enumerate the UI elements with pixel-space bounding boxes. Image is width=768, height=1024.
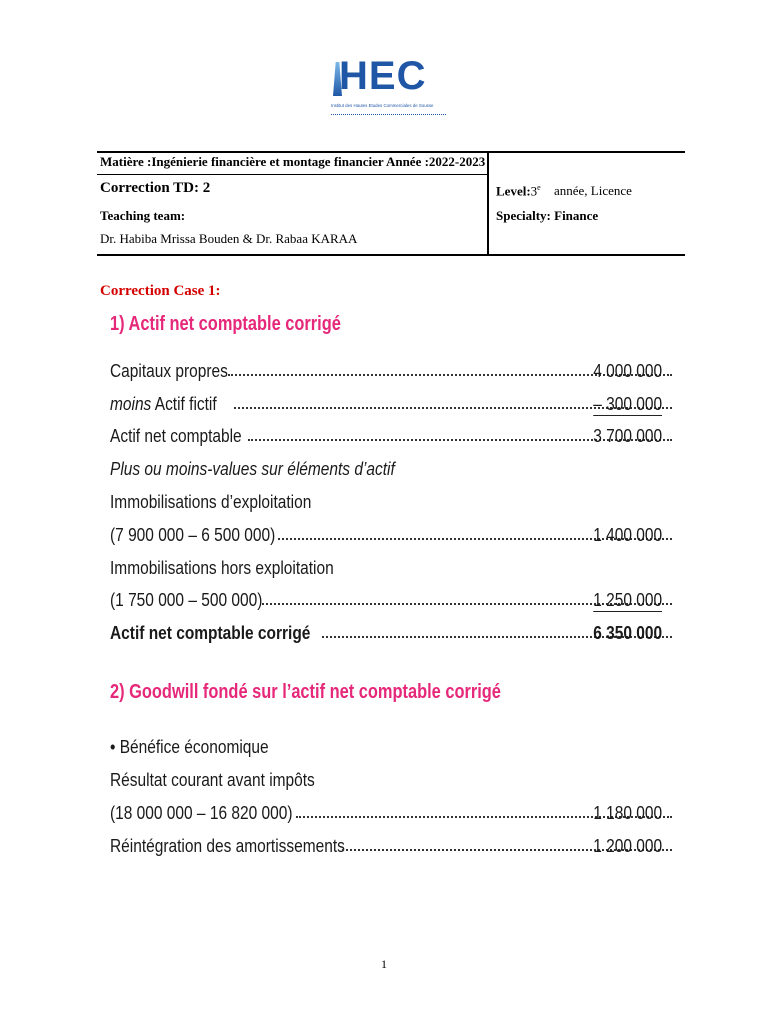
row-label: Actif net comptable corrigé bbox=[110, 623, 311, 643]
row-label-text: Actif fictif bbox=[154, 394, 217, 414]
teaching-team-label: Teaching team: bbox=[100, 208, 186, 223]
logo-text: HEC bbox=[339, 54, 427, 98]
row-value: – 300 000 bbox=[593, 394, 662, 414]
row-immob-exploitation-calc bbox=[110, 525, 662, 551]
page-number: 1 bbox=[381, 957, 387, 971]
section1-title: 1) Actif net comptable corrigé bbox=[110, 313, 341, 335]
row-label: (18 000 000 – 16 820 000) bbox=[110, 803, 293, 823]
row-plus-moins-values bbox=[110, 459, 662, 485]
logo-subtitle: Institut des Hautes Etudes Commerciales de Sousse bbox=[331, 103, 434, 108]
level-sup: e bbox=[537, 183, 541, 192]
header-mid-rule bbox=[97, 174, 489, 175]
specialty: Specialty: Finance bbox=[496, 208, 599, 223]
row-label: Réintégration des amortissements bbox=[110, 836, 345, 856]
row-label: Plus ou moins-values sur éléments d’actif bbox=[110, 459, 395, 479]
case-title: Correction Case 1: bbox=[100, 283, 221, 299]
logo-arabic-line bbox=[331, 109, 446, 115]
row-value: 1 200 000 bbox=[593, 836, 662, 856]
ihec-logo bbox=[321, 48, 454, 122]
row-label: Immobilisations hors exploitation bbox=[110, 558, 334, 578]
row-label: • Bénéfice économique bbox=[110, 737, 269, 757]
level-rest: année, Licence bbox=[553, 183, 632, 199]
row-value: 6 350 000 bbox=[593, 623, 662, 643]
header-divider bbox=[487, 152, 489, 254]
row-value: 1 180 000 bbox=[593, 803, 662, 823]
row-value: 1 400 000 bbox=[593, 525, 662, 545]
row-value: 3 700 000 bbox=[593, 426, 662, 446]
annee-value: 2022-2023 bbox=[428, 154, 486, 169]
row-actif-net-corrige bbox=[110, 623, 662, 649]
level-value: 3 bbox=[530, 183, 538, 199]
row-resultat-calc bbox=[110, 803, 662, 829]
row-capitaux-propres bbox=[110, 361, 662, 387]
row-label: Capitaux propres bbox=[110, 361, 228, 381]
row-label: (7 900 000 – 6 500 000) bbox=[110, 525, 276, 545]
matiere-label: Matière : bbox=[100, 154, 152, 169]
row-actif-fictif bbox=[110, 394, 662, 420]
row-label: Actif net comptable bbox=[110, 426, 242, 446]
row-resultat-courant bbox=[110, 770, 662, 796]
level-line bbox=[496, 183, 632, 199]
team-members: Dr. Habiba Mrissa Bouden & Dr. Rabaa KARAA bbox=[100, 231, 358, 246]
header-bottom-rule bbox=[97, 254, 685, 256]
row-label: Immobilisations d’exploitation bbox=[110, 492, 312, 512]
row-label: (1 750 000 – 500 000) bbox=[110, 590, 263, 610]
annee-label: Année : bbox=[385, 154, 429, 169]
header-subject-line bbox=[100, 154, 485, 170]
row-immob-hors-exploitation bbox=[110, 558, 662, 584]
row-benefice-economique bbox=[110, 737, 662, 763]
header-top-rule bbox=[97, 151, 685, 153]
row-label bbox=[110, 394, 217, 415]
matiere-value: Ingénierie financière et montage financier bbox=[151, 154, 384, 169]
row-value: 1 250 000 bbox=[593, 590, 662, 610]
section2-title: 2) Goodwill fondé sur l’actif net comptable corrigé bbox=[110, 681, 501, 703]
row-value: 4 000 000 bbox=[593, 361, 662, 381]
correction-td: Correction TD: 2 bbox=[100, 180, 211, 196]
row-actif-net-comptable bbox=[110, 426, 662, 452]
row-immob-exploitation bbox=[110, 492, 662, 518]
row-label-italic: moins bbox=[110, 394, 152, 414]
level-label: Level: bbox=[496, 183, 531, 199]
row-label: Résultat courant avant impôts bbox=[110, 770, 315, 790]
row-reintegration-amortissements bbox=[110, 836, 662, 862]
row-immob-hors-exploitation-calc bbox=[110, 590, 662, 616]
